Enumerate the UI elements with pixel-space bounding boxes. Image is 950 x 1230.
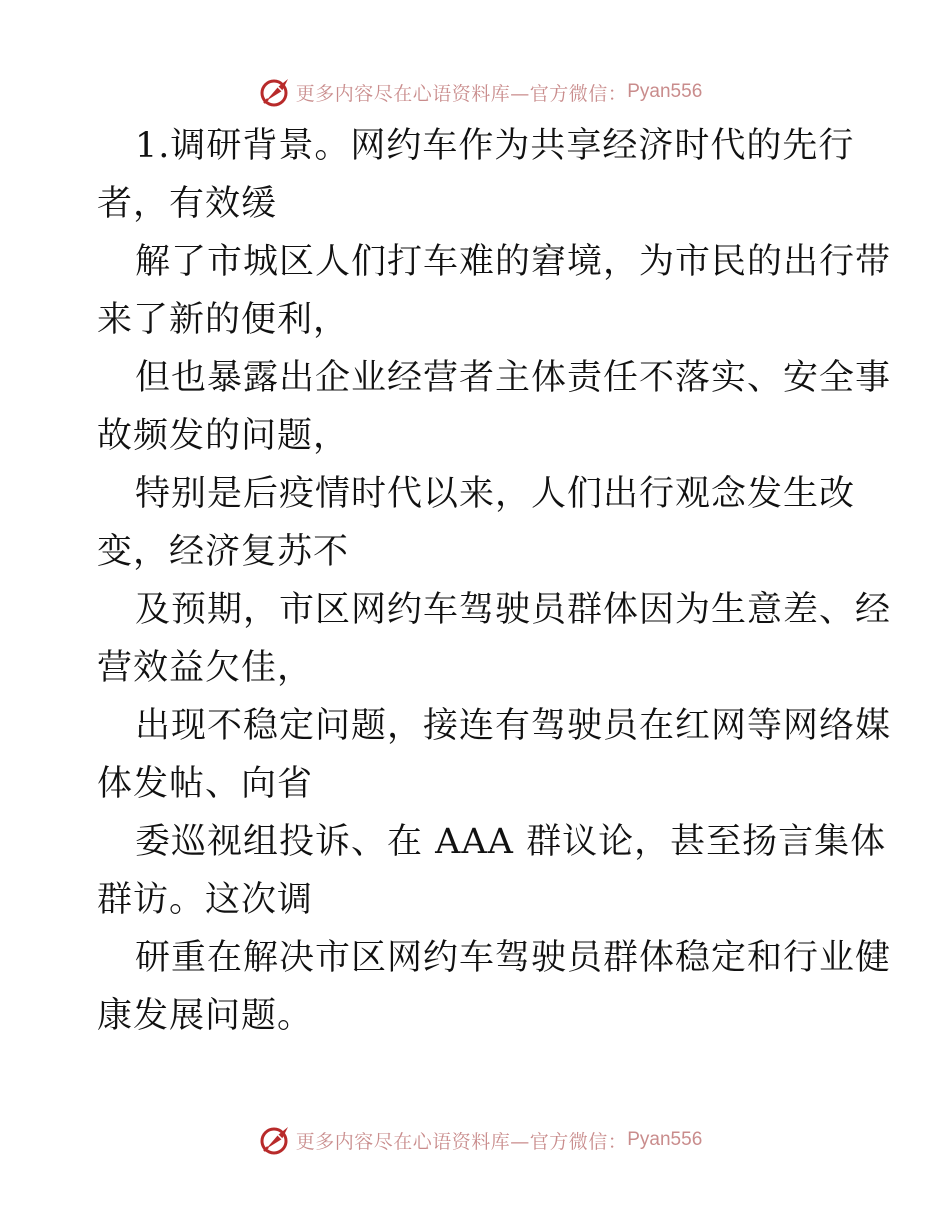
body-line: 体发帖、向省 (97, 764, 314, 804)
body-line: 者，有效缓 (97, 184, 278, 224)
body-line: 但也暴露出企业经营者主体责任不落实、安全事 (135, 358, 892, 398)
body-line: 特别是后疫情时代以来，人们出行观念发生改 (135, 474, 856, 514)
footer-banner-text: 更多内容尽在心语资料库—官方微信： (295, 1130, 628, 1153)
body-line: 康发展问题。 (97, 996, 314, 1036)
quill-pen-logo-icon (258, 1123, 292, 1157)
document-body (97, 117, 892, 1045)
body-line: 委巡视组投诉、在 AAA 群议论，甚至扬言集体 (135, 822, 887, 862)
header-banner-text: 更多内容尽在心语资料库—官方微信： (295, 82, 628, 105)
body-line: 解了市城区人们打车难的窘境，为市民的出行带 (135, 242, 892, 282)
header-banner-wechat-id: Pyan556 (627, 81, 703, 102)
body-line: 故频发的问题， (97, 416, 350, 456)
body-line: 研重在解决市区网约车驾驶员群体稳定和行业健 (135, 938, 892, 978)
body-line: 群访。这次调 (97, 880, 314, 920)
footer-banner-wechat-id: Pyan556 (627, 1129, 703, 1150)
body-line: 及预期，市区网约车驾驶员群体因为生意差、经 (135, 590, 892, 630)
body-line: 来了新的便利， (97, 300, 350, 340)
body-line: 1.调研背景。网约车作为共享经济时代的先行 (135, 126, 855, 166)
body-line: 营效益欠佳， (97, 648, 314, 688)
header-banner-content (258, 75, 703, 109)
body-line: 出现不稳定问题，接连有驾驶员在红网等网络媒 (135, 706, 892, 746)
footer-banner-content (258, 1123, 703, 1157)
body-line: 变，经济复苏不 (97, 532, 350, 572)
header-banner (0, 72, 950, 112)
footer-banner (0, 1120, 950, 1160)
quill-pen-logo-icon (258, 75, 292, 109)
